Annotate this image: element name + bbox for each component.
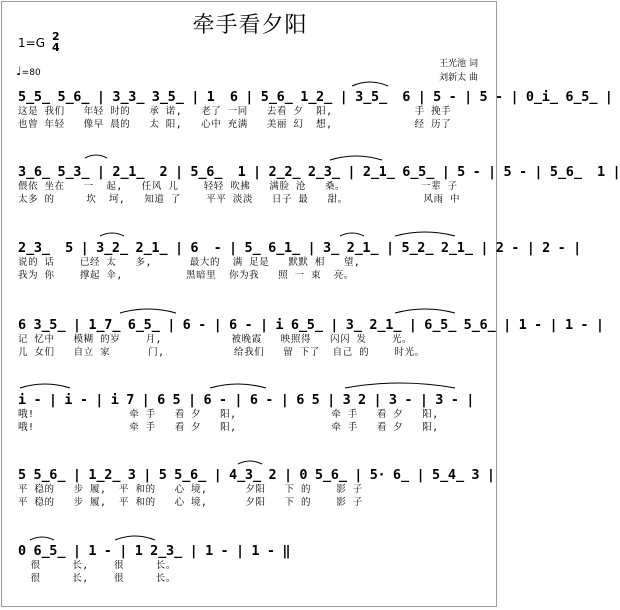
lyricist-credit: 王光池 词 [439,59,478,69]
time-bottom: 4 [52,41,60,54]
lyric-verse-2: 平 稳的 步 履, 平 和的 心 境, 夕阳 下 的 影 子 [18,497,363,508]
key-label: 1=G [18,36,45,50]
notation-line: 5̲5̲ 5̲6̲ | 3̲3̲ 3̲5̲ | 1 6 | 5̲6̲ 1̲2̲ | 3̲5̲ 6 | 5 - | 5 - | 0̲i̲ 6̲5̲ | [18,89,613,105]
lyric-verse-1: 平 稳的 步 履, 平 和的 心 境, 夕阳 下 的 影 子 [18,484,363,495]
notation-line: 0 6̲5̲ | 1 - | 1 2̲3̲ | 1 - | 1 - ‖ [18,543,291,559]
notation-line: 2̲3̲ 5 | 3̲2̲ 2̲1̲ | 6 - | 5̲ 6̲1̲ | 3̲ 2̲1̲ | 5̲2̲ 2̲1̲ | 2 - | 2 - | [18,240,581,256]
lyric-verse-2: 我为 你 撑起 伞, 黑暗里 你为我 照 一 束 亮。 [18,270,355,281]
notation-line: 5 5̲6̲ | 1̲2̲ 3 | 5 5̲6̲ | 4̲3̲ 2 | 0 5̲6̲ | 5· 6̲ | 5̲4̲ 3 | [18,467,495,483]
tempo-value: =80 [21,68,41,78]
notation-line: i - | i - | i 7 | 6 5 | 6 - | 6 - | 6 5 | 3 2 | 3 - | 3 - | [18,392,474,408]
lyric-verse-2: 也曾 年轻 像早 晨的 太 阳, 心中 充满 美丽 幻 想, 经 历了 [18,119,452,130]
score-line-2 [18,164,620,206]
lyric-verse-1: 很 长, 很 长。 [18,560,176,571]
score-line-1 [18,89,613,131]
lyric-verse-1: 哦! 牵 手 看 夕 阳, 牵 手 看 夕 阳, [18,409,439,420]
lyric-verse-2: 儿 女们 自立 家 门, 给我们 留 下了 自己 的 时光。 [18,347,425,358]
notation-line: 6 3̲5̲ | 1̲7̲ 6̲5̲ | 6 - | 6 - | i 6̲5̲ | 3̲ 2̲1̲ | 6̲5̲ 5̲6̲ | 1 - | 1 - | [18,317,604,333]
score-line-3 [18,240,581,282]
quarter-note-icon: ♩ [16,64,22,78]
tempo-mark [16,64,41,78]
key-signature [18,30,60,54]
lyric-verse-1: 说的 话 已经 太 多, 最大的 满 足是 默默 相 望, [18,257,361,268]
lyric-verse-1: 这是 我们 年轻 时的 承 诺, 老了 一同 去看 夕 阳, 手 挽手 [18,106,452,117]
lyric-verse-1: 偎依 坐在 一 起, 任风 儿 轻轻 吹拂 满脸 沧 桑。 一辈 子 [18,181,458,192]
score-line-6 [18,467,495,509]
time-top: 2 [52,30,60,43]
lyric-verse-1: 记 忆中 模糊 的岁 月, 被晚霞 映照得 闪闪 发 光。 [18,334,413,345]
score-line-5 [18,392,488,434]
composer-credit: 刘新太 曲 [439,73,478,83]
score-line-4 [18,317,604,359]
song-title: 牵手看夕阳 [192,13,308,38]
time-signature [52,31,60,53]
lyric-verse-2: 太多 的 坎 坷, 知道 了 平平 淡淡 日子 最 甜。 风雨 中 [18,194,461,205]
lyric-verse-2: 哦! 牵 手 看 夕 阳, 牵 手 看 夕 阳, [18,422,439,433]
score-line-7 [18,543,488,585]
lyric-verse-2: 很 长, 很 长。 [18,573,176,584]
notation-line: 3̲6̲ 5̲3̲ | 2̲1̲ 2 | 5̲6̲ 1 | 2̲2̲ 2̲3̲ | 2̲1̲ 6̲5̲ | 5 - | 5 - | 5̲6̲ 1 | [18,164,620,180]
